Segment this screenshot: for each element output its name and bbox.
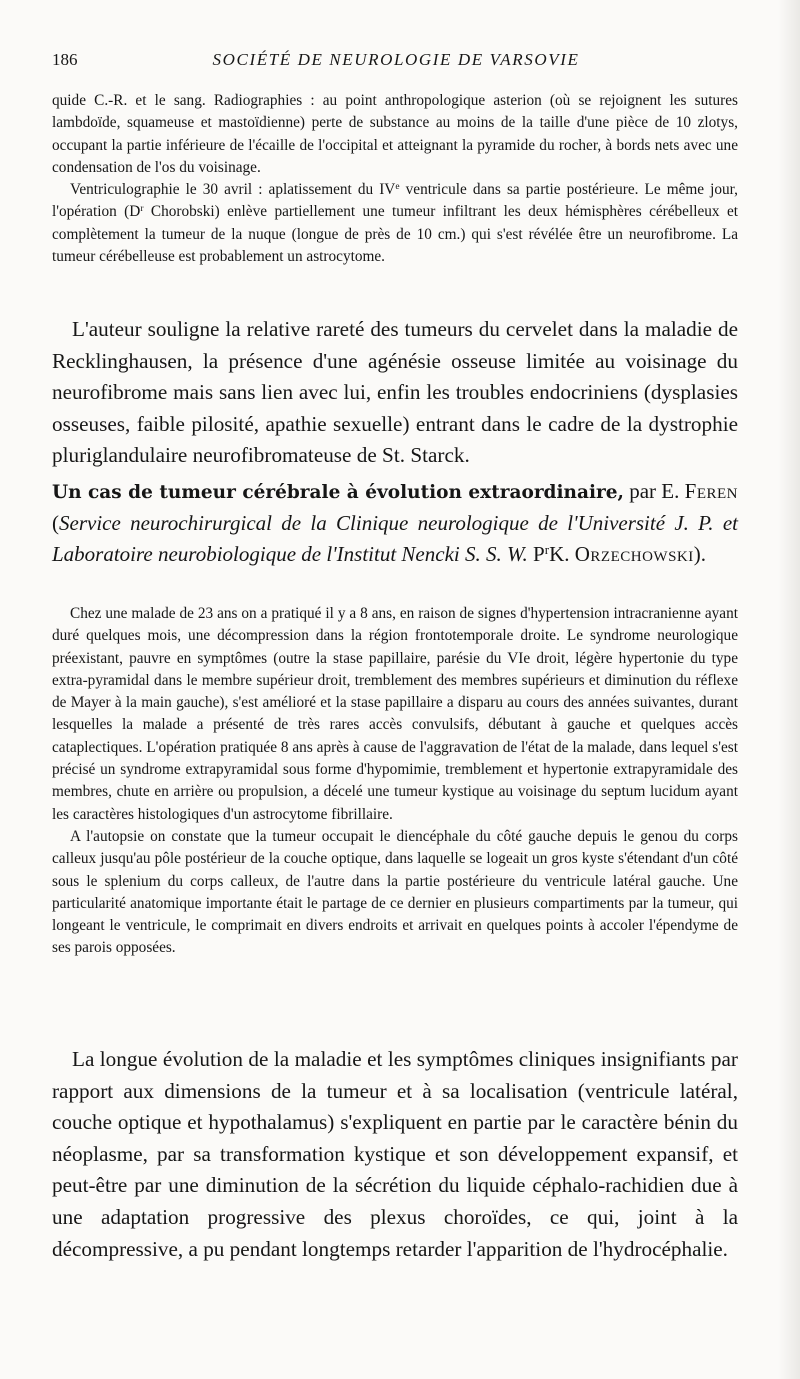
case-report-section: [52, 603, 738, 960]
paragraph-autopsy: A l'autopsie on constate que la tumeur occupait le diencéphale du côté gauche depuis le genou du corps calleux jusqu'au pôle postérieur de la couche optique, dans laquelle se logeait un gros kyste s'étendant d'un côté sous le splenium du corps calleux, de l'autre dans la partie postérieure du ventricule latéral gauche. Une particularité anatomique importante était le partage de ce dernier en plusieurs compartiments par la tumeur, qui longeant le ventricule, le comprimait en divers endroits et arrivait en quelques points à accoler l'épendyme de ses parois opposées.: [52, 827, 738, 957]
paragraph-summary-recklinghausen: L'auteur souligne la relative rareté des tumeurs du cervelet dans la maladie de Recklinghausen, la présence d'une agénésie osseuse limitée au voisinage du neurofibrome mais sans lien avec lui, enfin les troubles endocriniens (dysplasies osseuses, faible pilosité, apathie sexuelle) entrant dans le cadre de la dystrophie pluriglandulaire neurofibromateuse de St. Starck.: [52, 317, 738, 468]
article-title: Un cas de tumeur cérébrale à évolution extraordinaire,: [52, 482, 624, 503]
author-orzechowski: Orzechowski: [574, 542, 694, 566]
page-number: 186: [52, 50, 78, 69]
page-edge-shadow: [778, 0, 800, 1379]
paragraph-radiographies: quide C.-R. et le sang. Radiographies : au point anthropologique asterion (où se rejoignent les sutures lambdoïde, squameuse et mastoïdienne) perte de substance au moins de la taille d'une pièce de 10 zlotys, occupant la partie inférieure de l'écaille de l'occipital et atteignant la pyramide du rocher, à bords nets avec une condensation de l'os du voisinage.: [52, 92, 738, 176]
author-summary-block: [52, 314, 738, 472]
conclusion-block: [52, 1044, 738, 1265]
running-title: SOCIÉTÉ DE NEUROLOGIE DE VARSOVIE: [212, 50, 580, 69]
page-header: [52, 50, 740, 76]
paragraph-case-history: Chez une malade de 23 ans on a pratiqué il y a 8 ans, en raison de signes d'hypertension intracranienne ayant duré quelques mois, une décompression dans la région frontotemporale droite. Le syndrome neurologique préexistant, pauvre en symptômes (outre la stase papillaire, parésie du VIe droit, légère hypertonie du type extra-pyramidal dans le membre supérieur droit, tremblement des membres supérieurs et diminution du réflexe de Mayer à la main gauche), s'est amélioré et la stase papillaire a disparu au cours des années suivantes, durant lesquelles la malade a présenté de très rares accès convulsifs, débutant à gauche et quelques accès cataplectiques. L'opération pratiquée 8 ans après à cause de l'aggravation de l'état de la malade, dans lequel s'est précisé un syndrome extrapyramidal sous forme d'hypomimie, tremblement et hypertonie extrapyramidale des membres, chute en arrière ou propulsion, a décelé une tumeur kystique au voisinage du septum lucidum ayant les caractères histologiques d'un astrocytome fibrillaire.: [52, 605, 738, 823]
continued-case-section: [52, 90, 738, 268]
affiliation: Service neurochirurgical de la Clinique neurologique de l'Université J. P. et Laboratoire neurobiologique de l'Institut Nencki S. S. W.: [52, 511, 738, 566]
paragraph-ventriculographie: Ventriculographie le 30 avril : aplatissement du IVe ventricule dans sa partie postérieure. Le même jour, l'opération ($D^r$ Chorobski) enlève partiellement une tumeur infiltrant les deux hémisphères cérébelleux et complètement la tumeur de la nuque (longue de près de 10 cm.) qui s'est révélée être un neurofibrome. La tumeur cérébelleuse est probablement un astrocytome.: [52, 181, 738, 266]
article-heading: Un cas de tumeur cérébrale à évolution extraordinaire, par E. Feren (Service neurochirurgical de la Clinique neurologique de l'Université J. P. et Laboratoire neurobiologique de l'Institut Nencki S. S. W. $P^rK$. Orzechowski).: [52, 479, 738, 566]
paragraph-conclusion: La longue évolution de la maladie et les symptômes cliniques insignifiants par rapport aux dimensions de la tumeur et à sa localisation (ventricule latéral, couche optique et hypothalamus) s'expliquent en partie par le caractère bénin du néoplasme, par sa transformation kystique et son développement expansif, et peut-être par une diminution de la sécrétion du liquide céphalo-rachidien due à une adaptation progressive des plexus choroïdes, ce qui, joint à la décompressive, a pu pendant longtemps retarder l'apparition de l'hydrocéphalie.: [52, 1047, 738, 1261]
author-feren: Feren: [684, 479, 738, 503]
